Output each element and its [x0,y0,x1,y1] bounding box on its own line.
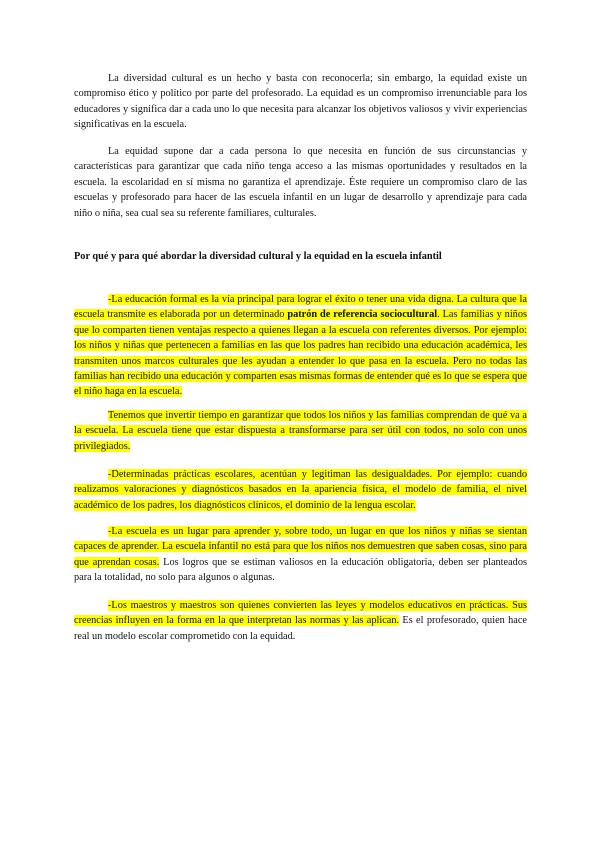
paragraph-equidad: La equidad supone dar a cada persona lo que necesita en función de sus circunstancias y características para garantizar que cada niño tenga acceso a las mismas oportunidades y resultados en la escuela. la escolaridad en sí misma no garantiza el aprendizaje. Éste requiere un compromiso claro de las escuelas y profesorado para hacer de las escuela infantil en un lugar de desarrollo y aprendizaje para cada niño o niña, sea cual sea su referente familiares, culturales. [74,146,527,219]
highlight-text: . Las familias y niños que lo comparten tienen ventajas respecto a quienes llegan a la escuela con referentes diversos. Por ejemplo: los niños y niñas que pertenecen a familias en las que los padres han recibido una educación académica, les transmiten unos marcos culturales que les ayudan a entender lo que pasa en la escuela. Pero no todas las familias han recibido una educación y comparten esas mismas formas de entender qué es lo que se espera que el niño haga en la escuela. [74,309,527,398]
paragraph-maestros [74,598,527,644]
highlight-text: -Los maestros y maestros son quienes convierten las leyes y modelos educativos en prácticas. Sus creencias influyen en la forma en la que interpretan las normas y las aplican. [74,600,527,627]
paragraph-practicas-escolares [74,467,527,513]
highlight-text: Tenemos que invertir tiempo en garantizar que todos los niños y las familias comprendan de qué va a la escuela. La escuela tiene que estar dispuesta a transformarse para ser útil con todos, no solo con unos privilegiados. [74,410,527,452]
highlight-text: -Determinadas prácticas escolares, acentúan y legitiman las desigualdades. Por ejemplo: cuando realizamos valoraciones y diagnósticos basados en la apariencia física, el modelo de familia, el nivel académico de los padres, los diagnósticos clínicos, el dominio de la lengua escolar. [74,469,527,511]
paragraph-invertir-tiempo [74,408,527,454]
bold-highlight-text: patrón de referencia sociocultural [287,309,438,321]
paragraph-diversidad-cultural: La diversidad cultural es un hecho y basta con reconocerla; sin embargo, la equidad existe un compromiso ético y político por parte del profesorado. La equidad es un compromiso irrenunciable para los educadores y significa dar a cada uno lo que necesita para alcanzar los objetivos valiosos y vivir experiencias significativas en la escuela. [74,73,527,131]
plain-text: Los logros que se estiman valiosos en la educación obligatoria, deben ser planteados para la totalidad, no solo para algunos o algunas. [74,556,527,584]
plain-text: Es el profesorado, quien hace real un modelo escolar comprometido con la equidad. [74,615,527,642]
highlight-text: -La educación formal es la vía principal para lograr el éxito o tener una vida digna. La cultura que la escuela transmite es elaborada por un determinado [74,294,527,321]
highlight-text: -La escuela es un lugar para aprender y, sobre todo, un lugar en que los niños y niñas se sientan capaces de aprender. La escuela infantil no está para que los niños nos demuestren que saben cosas, sino para que aprendan cosas. [74,526,527,568]
paragraph-educacion-formal [74,292,527,400]
section-heading: Por qué y para qué abordar la diversidad cultural y la equidad en la escuela infantil [74,251,442,262]
paragraph-escuela-lugar [74,524,527,586]
